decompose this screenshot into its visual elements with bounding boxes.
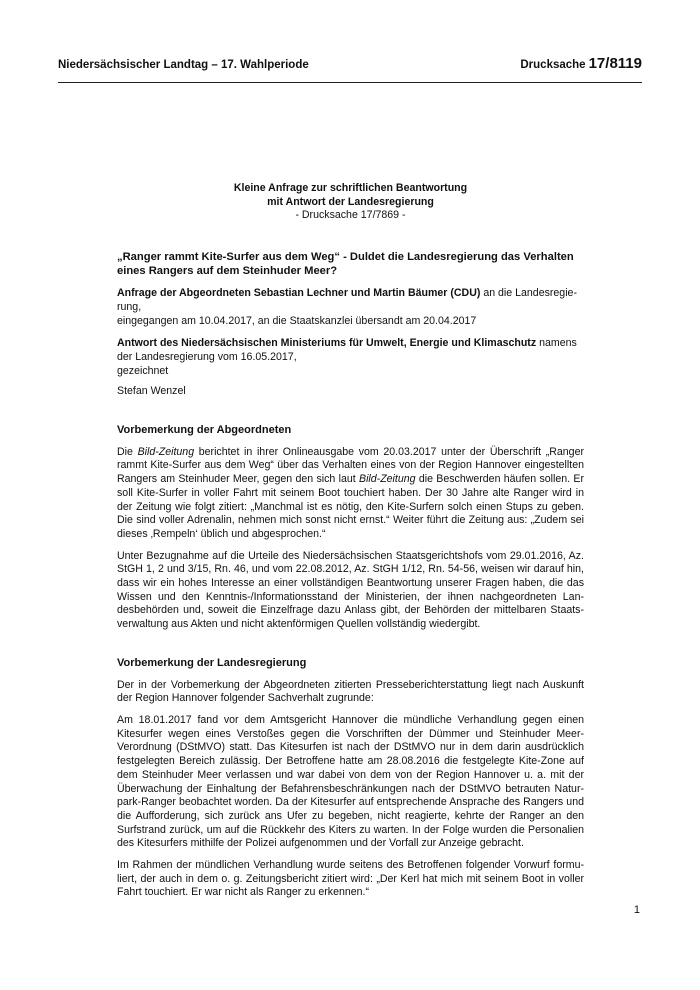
header-divider [58,82,642,83]
signer-name: Stefan Wenzel [117,385,186,398]
abg-p1-e: die Beschwerden häufen sollen. Er soll Kite-Surfer in voller Fahrt mit seinem Boot touchiert haben. Der 30 Jahre alte Ranger wird in der Zeitung wie folgt zitiert: „Manchmal ist es nötig, den Kite-Surfern solch einen Stups zu geben. Die sind voller Adrenalin, nehmen mich sonst nicht ernst.“ Weiter führt die Zeitung aus: „Zudem sei dieses ‚Rempeln‘ üblich und abgesprochen.“ [117,473,585,540]
antwort-signed: gezeichnet [117,364,169,377]
question-title: „Ranger rammt Kite-Surfer aus dem Weg“ - Duldet die Landesregierung das Verhalten eines Rangers auf dem Steinhuder Meer? [117,251,574,278]
antwort-ministry: Antwort des Niedersächsischen Ministeriums für Umwelt, Energie und Klimaschutz [117,337,537,350]
abg-p1-c: berichtet in ihrer Onlineausgabe vom 20.03.2017 unter der Überschrift „Ranger rammt Kite-Surfer aus dem Weg“ über das Verhalten eines von der Region Hannover eingestellten Rangers am Steinhuder Meer, gegen den sich laut [117,445,584,486]
document-body [117,182,584,900]
abg-paragraph-1 [117,446,584,542]
anfrage-line [117,287,584,314]
heading-vorbemerkung-landesregierung: Vorbemerkung der Landesregierung [117,656,307,669]
intro-line-3: - Drucksache 17/7869 - [295,209,406,222]
anfrage-authors: Anfrage der Abgeordneten Sebastian Lechner und Martin Bäumer (CDU) [117,287,481,300]
parliament-label: Niedersächsischer Landtag – 17. Wahlperiode [58,59,309,71]
lr-paragraph-1: Der in der Vorbemerkung der Abgeordneten zitierten Presseberichterstattung liegt nach Auskunft der Region Hannover folgender Sachverhalt zugrunde: [117,678,584,705]
page-header [58,55,642,75]
abg-p1-bild-2: Bild-Zeitung [359,473,416,486]
abg-p1-a: Die [117,445,138,458]
antwort-date: namens der Landesregierung vom 16.05.2017, [117,337,577,363]
anfrage-dates: eingegangen am 10.04.2017, an die Staatskanzlei übersandt am 20.04.2017 [117,314,477,327]
lr-paragraph-2: Am 18.01.2017 fand vor dem Amtsgericht Hannover die mündliche Verhandlung gegen einen Kitesurfer wegen eines Verstoßes gegen die Vorschriften der Dümmer und Steinhuder Meer-Verordnung (DStMVO) statt. Das Kitesurfen ist nach der DStMVO nur in dem darin ausdrücklich festgelegten Bereich zulässig. Der Betroffene hatte am 28.08.2016 die festgelegte Kite-Zone auf dem Steinhuder Meer verlassen und war dabei von dem von der Region Hannover u. a. mit der Überwachung der Einhaltung der Befahrensbeschränkungen nach der DStMVO betrauten Natur-park-Ranger beobachtet worden. Da der Kitesurfer auf entsprechende Ansprache des Rangers und die Aufforderung, sich zurück ans Ufer zu begeben, nicht reagierte, kehrte der Ranger an den Surfstrand zurück, um auf die Rückkehr des Kiters zu warten. In der Folge wurden die Personalien des Kitesurfers mithilfe der Polizei aufgenommen und der Vorfall zur Anzeige gebracht. [117,713,584,850]
heading-vorbemerkung-abgeordnete: Vorbemerkung der Abgeordneten [117,424,292,437]
intro-line-2: mit Antwort der Landesregierung [267,195,434,208]
abg-paragraph-2: Unter Bezugnahme auf die Urteile des Niedersächsischen Staatsgerichtshofs vom 29.01.2016, Az. StGH 1, 2 und 3/15, Rn. 46, und vom 22.08.2012, Az. StGH 1/12, Rn. 54-56, weisen wir darauf hin, dass wir ein hohes Interesse an einer vollständigen Beantwortung unserer Fragen haben, die das Wissen und den Kenntnis-/Informationsstand der Ministerien, der ihnen nachgeordneten Lan-desbehörden und, soweit die Einzelfrage dazu Anlass gibt, der Behörden der mittelbaren Staats-verwaltung aus Akten und nicht aktenförmigen Quellen vollständig wiedergibt. [117,549,584,631]
page-number: 1 [633,904,640,916]
antwort-line [117,337,584,364]
drucksache-number: 17/8119 [588,55,642,72]
lr-paragraph-3: Im Rahmen der mündlichen Verhandlung wurde seitens des Betroffenen folgender Vorwurf formu-liert, der auch in dem o. g. Zeitungsbericht zitiert wird: „Der Kerl hat mich mit seinem Boot in voller Fahrt touchiert. Er war nicht als Ranger zu erkennen.“ [117,859,584,899]
anfrage-recipient: an die Landesregie-rung, [117,287,577,313]
drucksache-word: Drucksache [520,59,586,71]
intro-line-1: Kleine Anfrage zur schriftlichen Beantwortung [233,182,468,194]
intro-block [117,182,584,209]
abg-p1-bild-1: Bild-Zeitung [137,445,195,458]
drucksache-label [520,55,642,72]
